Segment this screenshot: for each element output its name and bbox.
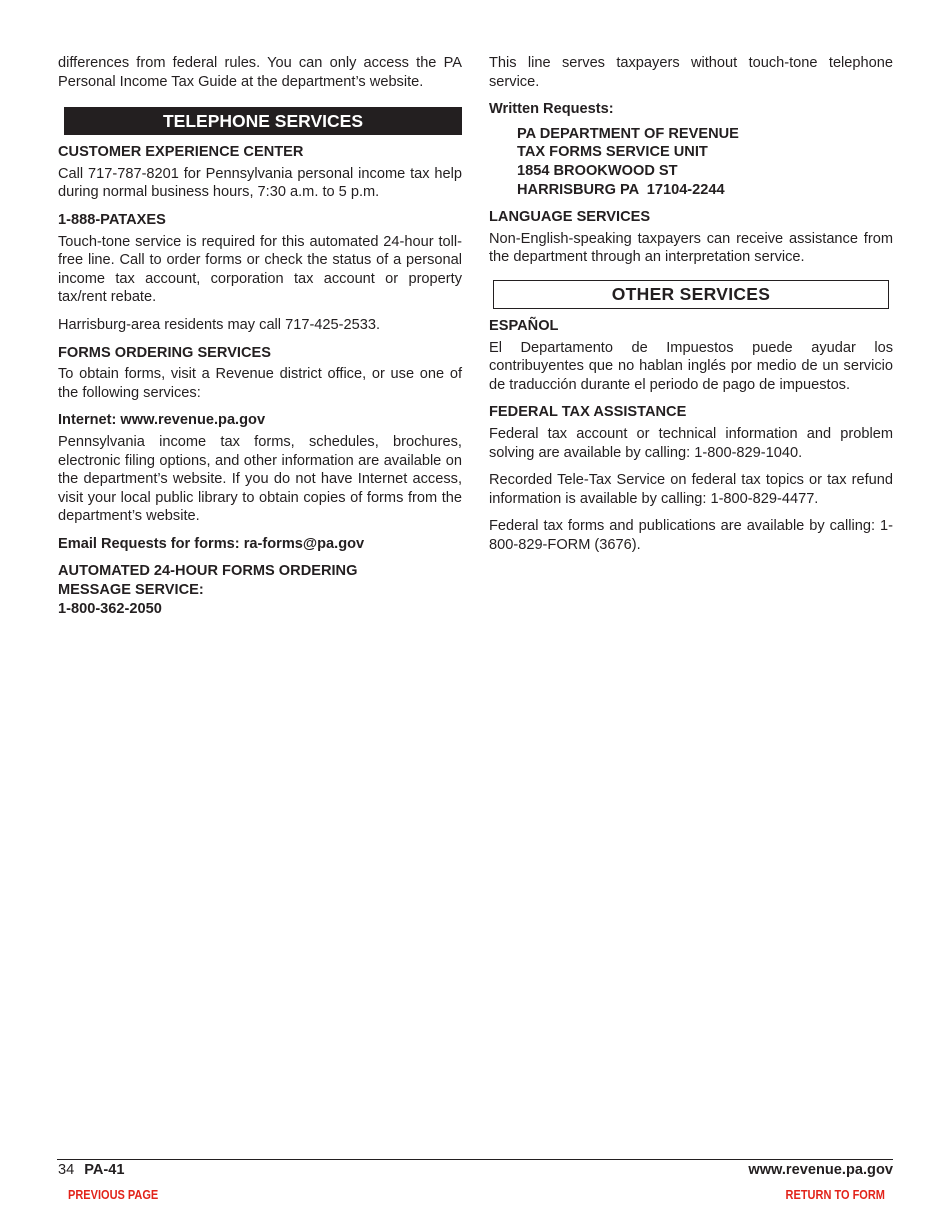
forms-ordering-heading: FORMS ORDERING SERVICES	[58, 344, 271, 361]
tty-text: This line serves taxpayers without touch-tone telephone service.	[489, 55, 893, 90]
address-line-1: PA DEPARTMENT OF REVENUE	[517, 125, 739, 142]
federal-tax-heading: FEDERAL TAX ASSISTANCE	[489, 404, 687, 421]
pataxes-text: Touch-tone service is required for this automated 24-hour toll-free line. Call to order forms or check the status of a personal income tax account, corporation tax account or property tax/rent rebate.	[58, 233, 462, 306]
internet-text: Pennsylvania income tax forms, schedules, brochures, electronic filing options, and other information are available on the department’s website. If you do not have Internet access, visit your local public library to obtain copies of forms from the department’s website.	[58, 433, 462, 525]
footer-url: www.revenue.pa.gov	[748, 1162, 893, 1178]
footer-page-info	[58, 1161, 125, 1179]
mailing-address	[489, 125, 893, 199]
federal-tax-text-1: Federal tax account or technical information and problem solving are available by calling: 1-800-829-1040.	[489, 425, 893, 461]
footer-divider	[57, 1159, 893, 1160]
forms-ordering-text: To obtain forms, visit a Revenue district office, or use one of the following services:	[58, 366, 462, 401]
harrisburg-text: Harrisburg-area residents may call 717-425-2533.	[58, 316, 381, 333]
internet-heading: Internet: www.revenue.pa.gov	[58, 412, 266, 429]
page-number: 34	[58, 1162, 75, 1178]
right-column	[489, 54, 893, 554]
written-requests-heading: Written Requests:	[489, 101, 614, 118]
previous-page-link[interactable]: PREVIOUS PAGE	[68, 1188, 159, 1202]
intro-text: differences from federal rules. You can only access the PA Personal Income Tax Guide at the department’s website.	[58, 55, 462, 90]
automated-line-2: MESSAGE SERVICE:	[58, 582, 204, 599]
address-line-3: 1854 BROOKWOOD ST	[517, 162, 678, 179]
automated-line-1: AUTOMATED 24-HOUR FORMS ORDERING	[58, 563, 358, 580]
automated-forms-service	[58, 562, 462, 618]
cec-heading: CUSTOMER EXPERIENCE CENTER	[58, 144, 304, 161]
return-to-form-link[interactable]: RETURN TO FORM	[785, 1188, 885, 1202]
federal-tax-text-2: Recorded Tele-Tax Service on federal tax topics or tax refund information is available by calling: 1-800-829-4477.	[489, 472, 893, 507]
other-services-banner: OTHER SERVICES	[493, 280, 889, 309]
language-services-heading: LANGUAGE SERVICES	[489, 209, 651, 226]
form-name: PA-41	[84, 1162, 125, 1178]
address-line-2: TAX FORMS SERVICE UNIT	[517, 144, 708, 161]
email-requests-heading: Email Requests for forms: ra-forms@pa.gov	[58, 535, 365, 552]
espanol-text: El Departamento de Impuestos puede ayudar los contribuyentes que no hablan inglés por medio de un servicio de traducción durante el periodo de pago de impuestos.	[489, 339, 893, 393]
telephone-services-banner: TELEPHONE SERVICES	[64, 107, 462, 135]
federal-tax-text-3: Federal tax forms and publications are available by calling: 1-800-829-FORM (3676).	[489, 518, 893, 553]
language-services-text: Non-English-speaking taxpayers can receive assistance from the department through an interpretation service.	[489, 230, 893, 266]
pataxes-heading: 1-888-PATAXES	[58, 211, 166, 228]
left-column	[58, 54, 462, 618]
automated-phone: 1-800-362-2050	[58, 600, 162, 617]
espanol-heading: ESPAÑOL	[489, 317, 559, 334]
cec-text: Call 717-787-8201 for Pennsylvania personal income tax help during normal business hours, 7:30 a.m. to 5 p.m.	[58, 165, 462, 201]
address-line-4: HARRISBURG PA 17104-2244	[517, 181, 725, 198]
